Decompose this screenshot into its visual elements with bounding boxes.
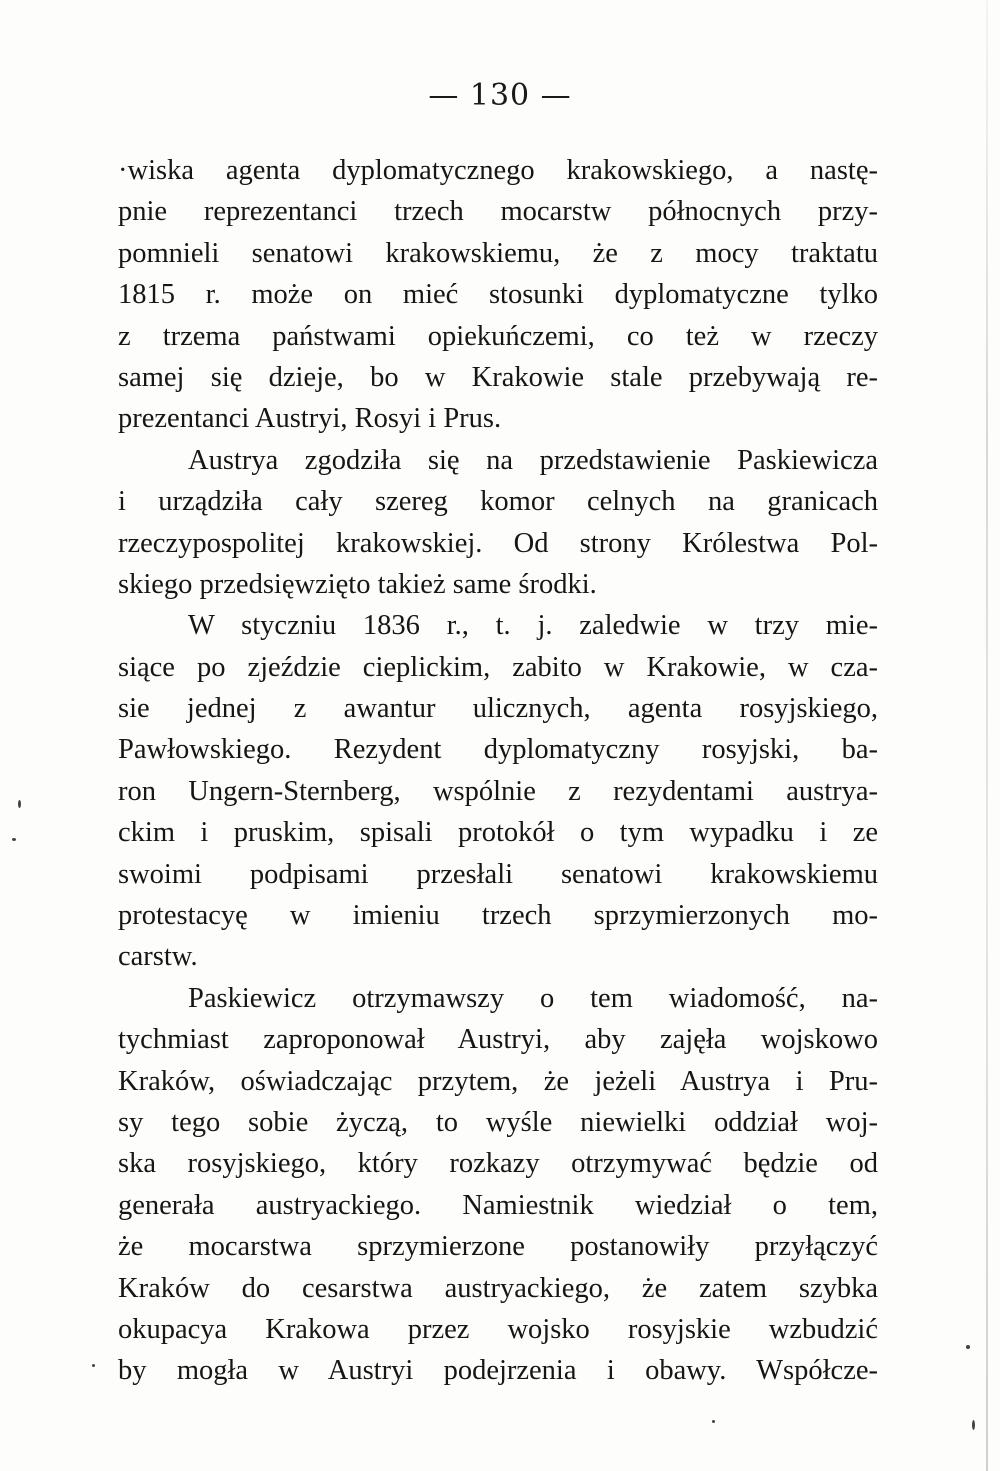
text-line: sy tego sobie życzą, to wyśle niewielki oddział woj- bbox=[118, 1106, 878, 1138]
text-line: z trzema państwami opiekuńczemi, co też w rzeczy bbox=[118, 320, 878, 352]
print-speck bbox=[12, 838, 16, 841]
text-line: i urządziła cały szereg komor celnych na granicach bbox=[118, 486, 878, 518]
print-speck bbox=[92, 1364, 95, 1367]
body-text bbox=[118, 150, 878, 1392]
text-line: ron Ungern-Sternberg, wspólnie z rezydentami austrya- bbox=[118, 775, 878, 807]
text-line: ska rosyjskiego, który rozkazy otrzymywać będzie od bbox=[118, 1148, 878, 1180]
text-line: ckim i pruskim, spisali protokół o tym wypadku i ze bbox=[118, 817, 878, 849]
text-line: Pawłowskiego. Rezydent dyplomatyczny rosyjski, ba- bbox=[118, 734, 878, 766]
text-line: pomnieli senatowi krakowskiemu, że z mocy traktatu bbox=[118, 237, 878, 269]
text-line: tychmiast zaproponował Austryi, aby zajęła wojskowo bbox=[118, 1024, 878, 1056]
text-line: sie jednej z awantur ulicznych, agenta rosyjskiego, bbox=[118, 693, 878, 725]
text-line: siące po zjeździe cieplickim, zabito w Krakowie, w cza- bbox=[118, 651, 878, 683]
print-speck bbox=[712, 1420, 715, 1423]
print-speck bbox=[966, 1345, 970, 1349]
text-line: rzeczypospolitej krakowskiej. Od strony Królestwa Pol- bbox=[118, 527, 878, 559]
text-line: W styczniu 1836 r., t. j. zaledwie w trzy mie- bbox=[188, 610, 878, 642]
text-line: carstw. bbox=[118, 941, 198, 973]
text-line: okupacya Krakowa przez wojsko rosyjskie wzbudzić bbox=[118, 1313, 878, 1345]
text-line: by mogła w Austryi podejrzenia i obawy. Współcze- bbox=[118, 1355, 878, 1387]
text-line: Kraków, oświadczając przytem, że jeżeli Austrya i Pru- bbox=[118, 1065, 878, 1097]
print-speck bbox=[18, 800, 21, 808]
text-line: swoimi podpisami przesłali senatowi krakowskiemu bbox=[118, 858, 878, 890]
text-line: pnie reprezentanci trzech mocarstw północnych przy- bbox=[118, 196, 878, 228]
text-line: samej się dzieje, bo w Krakowie stale przebywają re- bbox=[118, 361, 878, 393]
text-line: Austrya zgodziła się na przedstawienie Paskiewicza bbox=[188, 444, 878, 476]
text-line: prezentanci Austryi, Rosyi i Prus. bbox=[118, 403, 502, 435]
text-line: generała austryackiego. Namiestnik wiedział o tem, bbox=[118, 1189, 878, 1221]
text-line: protestacyę w imieniu trzech sprzymierzonych mo- bbox=[118, 900, 878, 932]
text-line: ·wiska agenta dyplomatycznego krakowskiego, a nastę- bbox=[118, 155, 878, 186]
text-line: Kraków do cesarstwa austryackiego, że zatem szybka bbox=[118, 1272, 878, 1304]
page-edge bbox=[986, 0, 988, 1471]
text-line: 1815 r. może on mieć stosunki dyplomatyczne tylko bbox=[118, 279, 878, 311]
text-line: że mocarstwa sprzymierzone postanowiły przyłączyć bbox=[118, 1231, 878, 1263]
page-number: — 130 — bbox=[428, 78, 572, 113]
text-line: Paskiewicz otrzymawszy o tem wiadomość, na- bbox=[188, 982, 878, 1014]
print-speck bbox=[972, 1420, 975, 1430]
text-line: skiego przedsięwzięto takież same środki. bbox=[118, 568, 597, 600]
